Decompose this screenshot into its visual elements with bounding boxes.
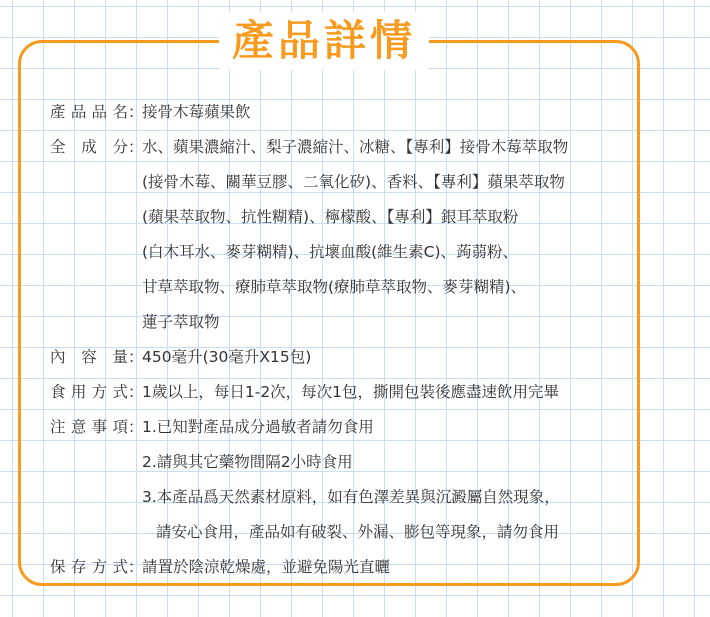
detail-colon: ：: [128, 103, 144, 121]
detail-value: (蘋果萃取物、抗性糊精)、檸檬酸、【專利】銀耳萃取粉: [142, 208, 519, 226]
detail-value: 水、蘋果濃縮汁、梨子濃縮汁、冰糖、【專利】接骨木莓萃取物: [142, 138, 569, 156]
detail-row-volume: [50, 340, 640, 375]
detail-value: 請置於陰涼乾燥處，並避免陽光直曬: [142, 558, 391, 576]
detail-value: 1.已知對產品成分過敏者請勿食用: [142, 418, 374, 436]
detail-label: 產品品名: [50, 103, 128, 121]
detail-value: (接骨木莓、關華豆膠、二氧化矽)、香料、【專利】蘋果萃取物: [142, 173, 565, 191]
detail-value: 450毫升(30毫升X15包): [142, 348, 312, 366]
detail-label: 注意事項: [50, 418, 128, 436]
detail-label: 全成分: [50, 138, 128, 156]
detail-colon: ：: [128, 138, 144, 156]
detail-colon: ：: [128, 558, 144, 576]
detail-label: 保存方式: [50, 558, 128, 576]
section-title: 產品詳情: [219, 12, 429, 70]
product-detail-list: [50, 95, 640, 585]
detail-value: 3.本產品爲天然素材原料，如有色澤差異與沉澱屬自然現象，: [142, 488, 560, 506]
detail-value: 2.請與其它藥物間隔2小時食用: [142, 453, 353, 471]
detail-value: 接骨木莓蘋果飲: [142, 103, 251, 121]
detail-colon: ：: [128, 383, 144, 401]
detail-row-usage: [50, 375, 640, 410]
detail-row-product-name: [50, 95, 640, 130]
detail-row-notes: [50, 410, 640, 550]
detail-row-storage: [50, 550, 640, 585]
detail-value: (白木耳水、麥芽糊精)、抗壞血酸(維生素C)、蒟蒻粉、: [142, 243, 519, 261]
detail-value: 請安心食用，產品如有破裂、外漏、膨包等現象，請勿食用: [156, 523, 560, 541]
detail-value: 蓮子萃取物: [142, 313, 220, 331]
detail-colon: ：: [128, 348, 144, 366]
detail-value: 1歲以上，每日1-2次，每次1包，撕開包裝後應盡速飲用完畢: [142, 383, 560, 401]
detail-label: 內容量: [50, 348, 128, 366]
detail-row-ingredients: [50, 130, 640, 340]
detail-value: 甘草萃取物、療肺草萃取物(療肺草萃取物、麥芽糊精)、: [142, 278, 527, 296]
detail-colon: ：: [128, 418, 144, 436]
detail-label: 食用方式: [50, 383, 128, 401]
